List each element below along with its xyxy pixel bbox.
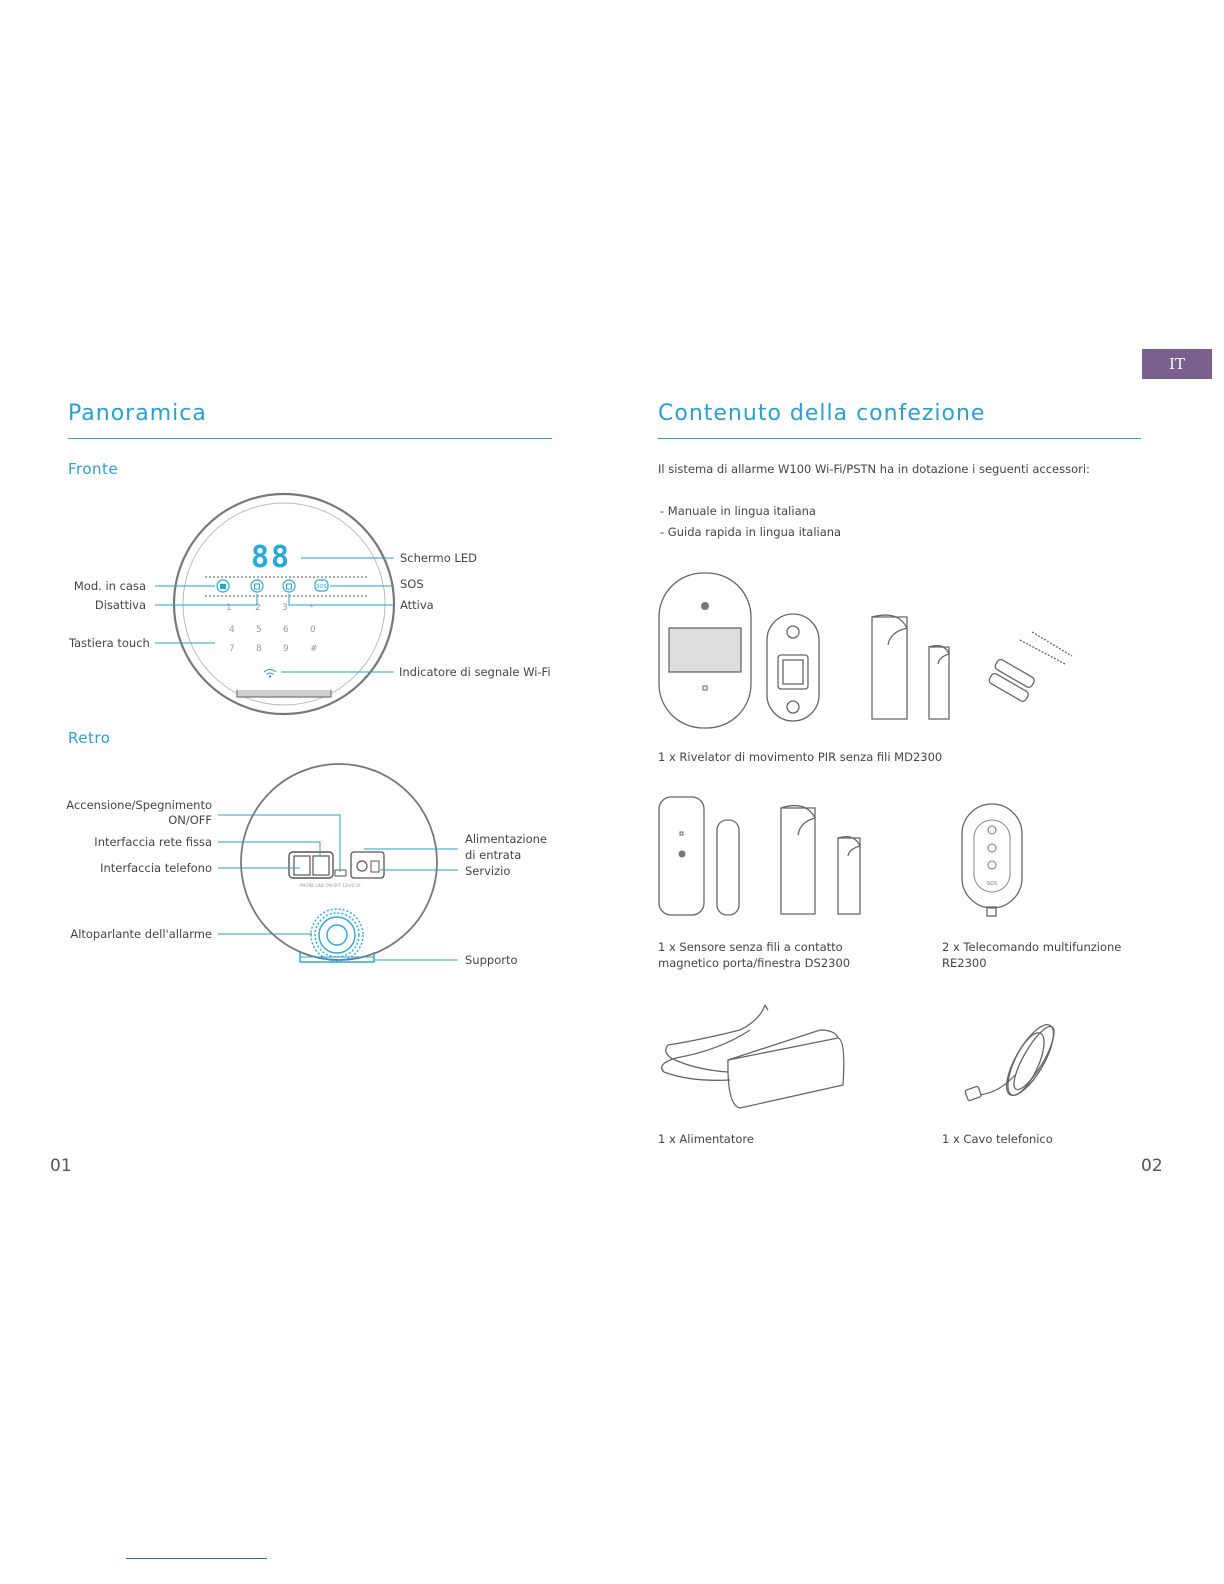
item-door-sensor-line2: magnetico porta/finestra DS2300	[658, 956, 851, 970]
label-line-interface: Interfaccia rete fissa	[94, 835, 212, 849]
keypad-key: 2	[255, 603, 261, 613]
label-arm: Attiva	[400, 598, 434, 612]
package-rule	[658, 438, 1141, 439]
keypad-key: *	[309, 603, 314, 613]
svg-text:SOS: SOS	[986, 881, 998, 887]
svg-text:88: 88	[250, 540, 292, 575]
svg-text:PHONE LINE ON-OFF 12V/0.: PHONE LINE ON-OFF 12V/0.5A	[300, 883, 361, 888]
touch-keypad	[226, 603, 326, 653]
label-power-input-line1: Alimentazione	[465, 832, 548, 846]
page-number-left: 01	[50, 1156, 72, 1176]
keypad-key: 7	[229, 644, 235, 654]
keypad-key: 4	[229, 625, 235, 635]
front-heading: Fronte	[68, 460, 119, 478]
package-intro: Il sistema di allarme W100 Wi-Fi/PSTN ha in dotazione i seguenti accessori:	[658, 462, 1090, 476]
item-door-sensor-line1: 1 x Sensore senza fili a contatto	[658, 940, 843, 954]
label-disarm: Disattiva	[94, 598, 146, 612]
label-service: Servizio	[465, 864, 511, 878]
item-pir-detector: 1 x Rivelator di movimento PIR senza fili MD2300	[658, 750, 943, 764]
keypad-key: 9	[283, 644, 289, 654]
label-alarm-speaker: Altoparlante dell'allarme	[70, 927, 212, 941]
language-tag: IT	[1142, 349, 1212, 379]
overview-title: Panoramica	[68, 401, 207, 426]
back-heading: Retro	[68, 729, 111, 747]
doc-quick-guide: - Guida rapida in lingua italiana	[660, 525, 842, 539]
page-number-right: 02	[1141, 1156, 1163, 1176]
label-power-switch-line1: Accensione/Spegnimento	[66, 798, 212, 812]
footer-underline	[126, 1558, 267, 1559]
keypad-key: 8	[256, 644, 262, 654]
item-power-adapter: 1 x Alimentatore	[658, 1132, 754, 1146]
keypad-key: 1	[226, 603, 232, 613]
keypad-key: 0	[310, 625, 316, 635]
phone-cable-illustration	[0, 0, 1, 1]
keypad-key: 6	[283, 625, 289, 635]
label-home-mode: Mod. in casa	[73, 579, 146, 593]
label-phone-interface: Interfaccia telefono	[100, 861, 212, 875]
label-power-input-line2: di entrata	[465, 848, 522, 862]
svg-text:SOS: SOS	[316, 584, 327, 590]
label-sos: SOS	[400, 577, 424, 591]
item-remote-line2: RE2300	[942, 956, 987, 970]
label-wifi-indicator: Indicatore di segnale Wi-Fi	[399, 665, 551, 679]
label-stand: Supporto	[465, 953, 518, 967]
item-phone-cable: 1 x Cavo telefonico	[942, 1132, 1053, 1146]
doc-manual: - Manuale in lingua italiana	[660, 504, 816, 518]
item-remote-line1: 2 x Telecomando multifunzione	[942, 940, 1122, 954]
overview-rule	[68, 438, 552, 439]
keypad-key: 3	[282, 603, 288, 613]
label-led-screen: Schermo LED	[400, 551, 477, 565]
package-title: Contenuto della confezione	[658, 401, 986, 426]
keypad-key: 5	[256, 625, 262, 635]
label-power-switch-line2: ON/OFF	[168, 813, 212, 827]
label-touch-keypad: Tastiera touch	[69, 636, 150, 650]
keypad-key: #	[310, 644, 318, 654]
